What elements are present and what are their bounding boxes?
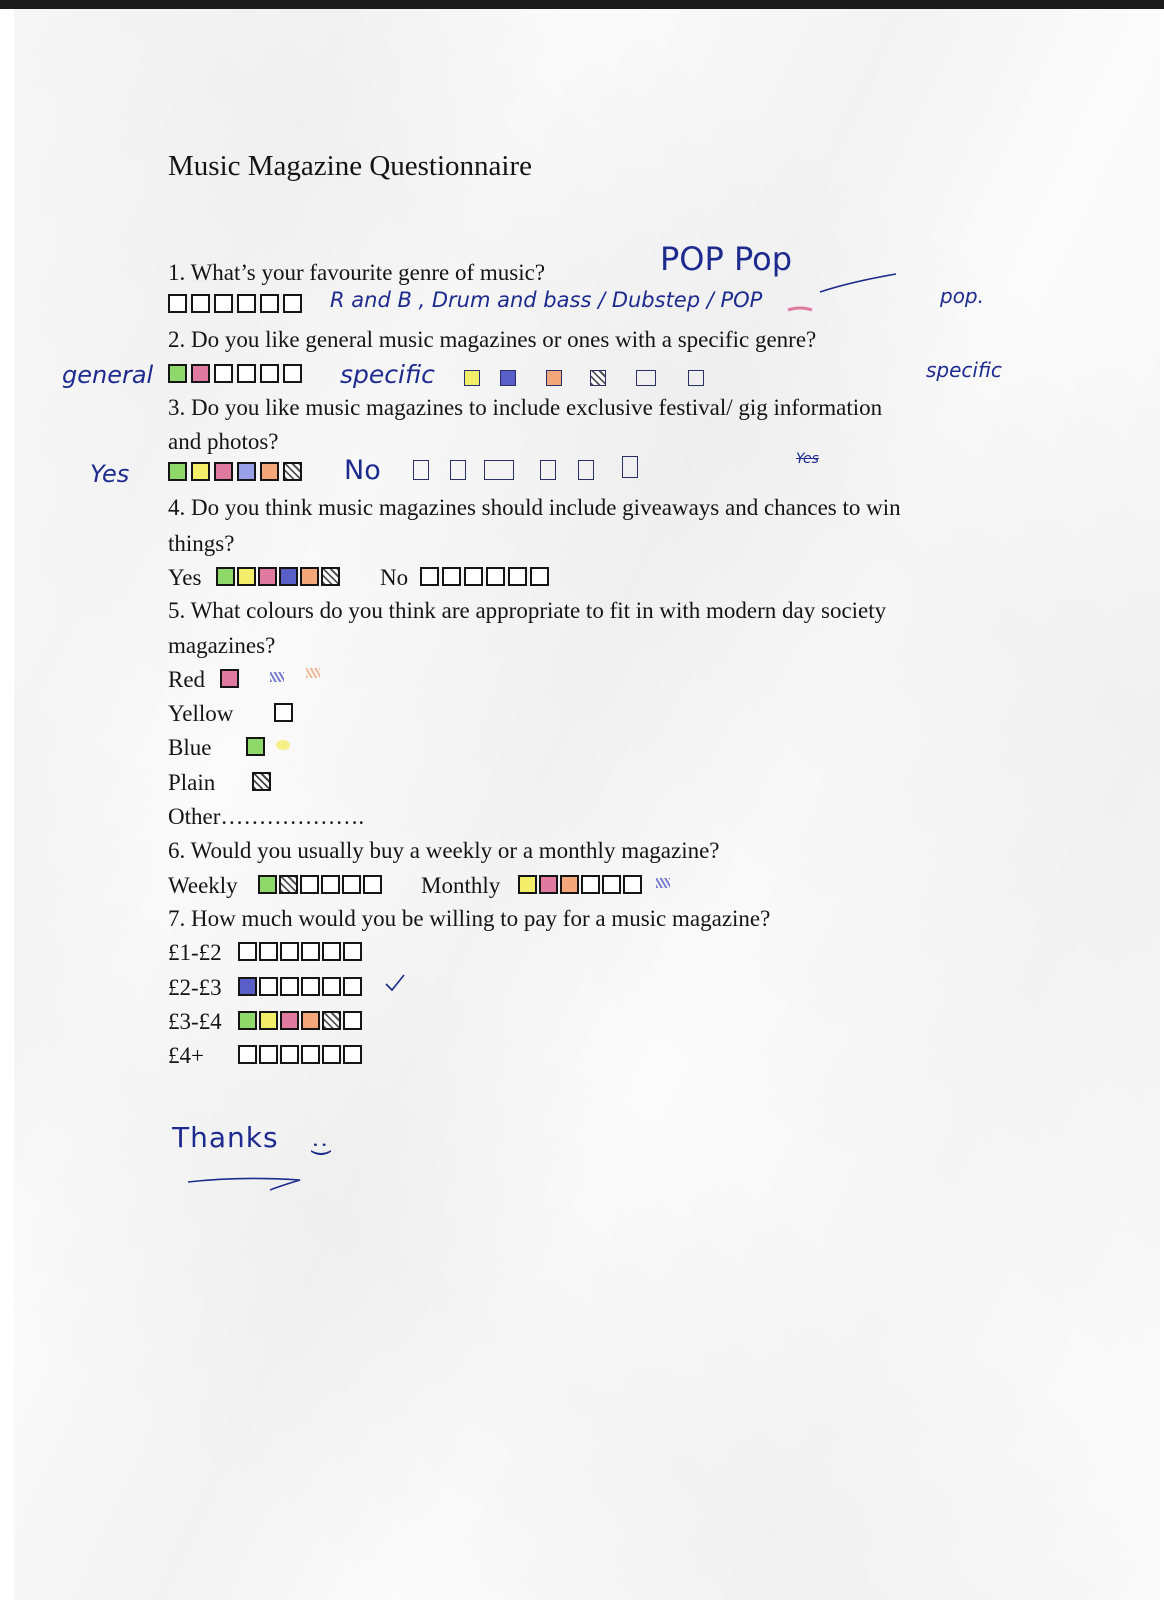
- handwritten-thanks: Thanks: [172, 1121, 279, 1154]
- question-6-text: 6. Would you usually buy a weekly or a monthly magazine?: [168, 838, 720, 863]
- colour-option-plain-label: Plain: [168, 770, 216, 795]
- colour-option-other[interactable]: Other……………….: [168, 804, 365, 829]
- handwritten-pop-note: pop.: [940, 284, 984, 308]
- handwritten-general: general: [62, 361, 154, 389]
- handwritten-pop-answers: POP Pop: [660, 240, 792, 278]
- colour-option-blue-label: Blue: [168, 735, 212, 760]
- price-option-4-plus-label: £4+: [168, 1043, 204, 1068]
- question-4-no-label: No: [380, 565, 409, 590]
- question-6-monthly-label: Monthly: [421, 873, 501, 898]
- question-2-text: 2. Do you like general music magazines or ones with a specific genre?: [168, 327, 817, 352]
- handwritten-yes: Yes: [90, 460, 130, 488]
- pop-underline-stroke: [820, 274, 896, 292]
- question-3-text-line2: and photos?: [168, 429, 279, 454]
- page-title: Music Magazine Questionnaire: [168, 150, 533, 182]
- handwritten-yes-note: Yes: [796, 451, 819, 467]
- question-3-text-line1: 3. Do you like music magazines to include exclusive festival/ gig information: [168, 395, 883, 420]
- price-option-3-4-label: £3-£4: [168, 1009, 222, 1034]
- question-1-text: 1. What’s your favourite genre of music?: [168, 260, 546, 285]
- price-option-2-3-label: £2-£3: [168, 975, 222, 1000]
- handwritten-smiley: :): [308, 1141, 333, 1157]
- question-5-text-line2: magazines?: [168, 633, 276, 658]
- question-4-text-line1: 4. Do you think music magazines should include giveaways and chances to win: [168, 495, 901, 520]
- question-7-text: 7. How much would you be willing to pay for a music magazine?: [168, 906, 771, 931]
- handwritten-specific: specific: [340, 360, 435, 389]
- colour-option-red-label: Red: [168, 667, 206, 692]
- handwritten-genre-answers: R and B , Drum and bass / Dubstep / POP: [330, 288, 763, 312]
- tick-mark: [386, 975, 404, 990]
- pop-pink-underline: [788, 308, 812, 310]
- question-5-text-line1: 5. What colours do you think are appropriate to fit in with modern day society: [168, 598, 887, 623]
- price-option-1-2-label: £1-£2: [168, 940, 222, 965]
- handwritten-no: No: [344, 455, 381, 486]
- colour-option-yellow-label: Yellow: [168, 701, 234, 726]
- question-6-weekly-label: Weekly: [168, 873, 238, 898]
- handwritten-specific-note: specific: [926, 358, 1002, 382]
- question-4-text-line2: things?: [168, 531, 235, 556]
- thanks-underline: [188, 1178, 300, 1190]
- question-4-yes-label: Yes: [168, 565, 202, 590]
